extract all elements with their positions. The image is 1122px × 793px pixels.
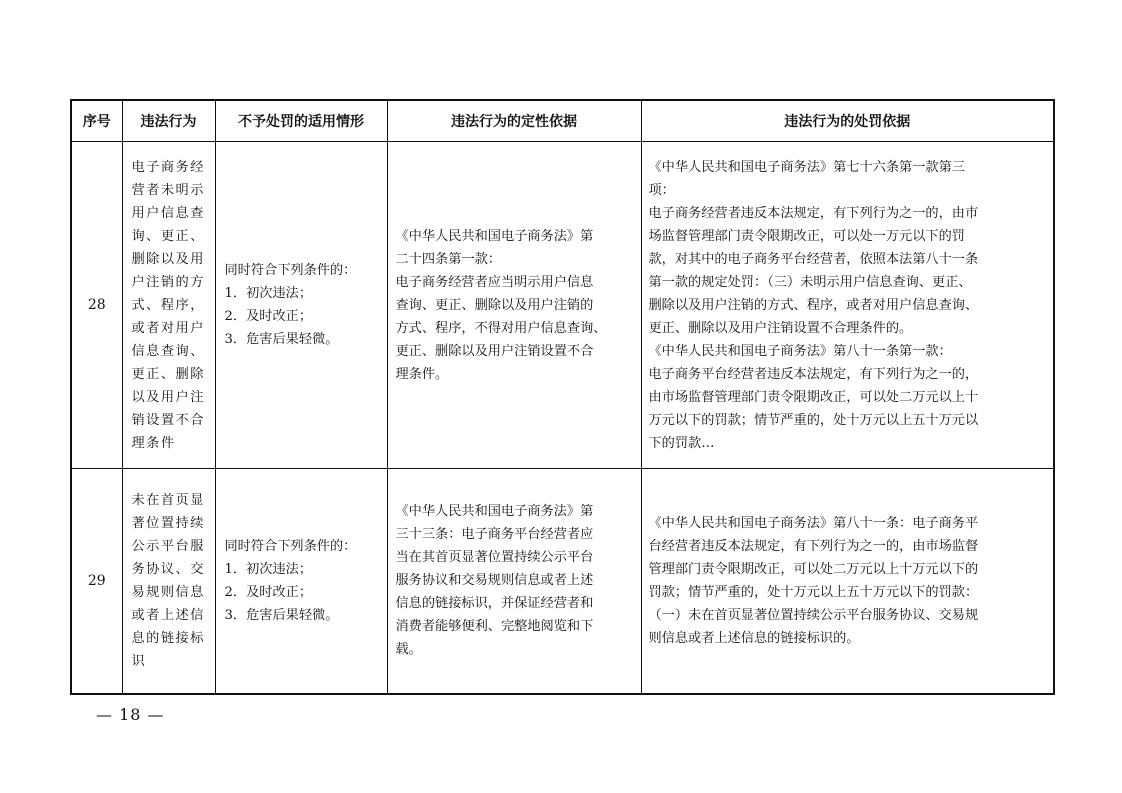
legal-basis-text: 《中华人民共和国电子商务法》第 三十三条：电子商务平台经营者应 当在其首页显著位置持续公示平台 服务协议和交易规则信息或者上述 信息的链接标识，并保证经营者和 消费者能够便利、完整地阅览和下 载。: [395, 504, 594, 658]
exemption-text: 同时符合下列条件的： 1．初次违法； 2．及时改正； 3．危害后果轻微。: [224, 538, 357, 623]
table-row: [71, 142, 1054, 469]
legal-basis-text: 《中华人民共和国电子商务法》第 二十四条第一款： 电子商务经营者应当明示用户信息 查询、更正、删除以及用户注销的 方式、程序，不得对用户信息查询、 更正、删除以及用户注销设置不合 理条件。: [395, 228, 607, 382]
penalty-basis-text: 《中华人民共和国电子商务法》第八十一条：电子商务平 台经营者违反本法规定，有下列行为之一的，由市场监督 管理部门责令限期改正，可以处二万元以上十万元以下的 罚款；情节严重的，处十万元以上五十万元以下的罚款： （一）未在首页显著位置持续公示平台服务协议、交易规 则信息或者上述信息的链接标识的。: [648, 515, 979, 646]
table-row: [71, 469, 1054, 694]
header-serial-number: 序号: [71, 100, 122, 142]
violation-text: 电子商务经 营者未明示 用户信息查 询、更正、 删除以及用 户注销的方 式、程序， 或者对用户 信息查询、 更正、删除 以及用户注 销设置不合 理条件: [131, 159, 205, 451]
penalty-table: [70, 99, 1055, 695]
header-penalty-basis: 违法行为的处罚依据: [641, 100, 1054, 142]
header-violation: 违法行为: [122, 100, 215, 142]
table-header-row: [71, 100, 1054, 142]
violation-text: 未在首页显 著位置持续 公示平台服 务协议、交 易规则信息 或者上述信 息的链接标 识: [131, 492, 205, 669]
header-legal-basis: 违法行为的定性依据: [387, 100, 641, 142]
row-number: 28: [71, 142, 122, 469]
header-exemption-conditions: 不予处罚的适用情形: [215, 100, 387, 142]
row-number: 29: [71, 469, 122, 694]
exemption-text: 同时符合下列条件的： 1．初次违法； 2．及时改正； 3．危害后果轻微。: [224, 263, 357, 347]
penalty-basis-text: 《中华人民共和国电子商务法》第七十六条第一款第三 项： 电子商务经营者违反本法规定，有下列行为之一的，由市 场监督管理部门责令限期改正，可以处一万元以下的罚 款，对其中的电子商务平台经营者，依照本法第八十一条 第一款的规定处罚：（三）未明示用户信息查询、更正、 删除以及用户注销的方式、程序，或者对用户信息查询、 更正、删除以及用户注销设置不合理条件的。 《中华人民共和国电子商务法》第八十一条第一款： 电子商务平台经营者违反本法规定，有下列行为之一的， 由市场监督管理部门责令限期改正，可以处二万元以上十 万元以下的罚款；情节严重的，处十万元以上五十万元以 下的罚款…: [648, 159, 979, 451]
page-number: — 18 —: [96, 705, 165, 724]
